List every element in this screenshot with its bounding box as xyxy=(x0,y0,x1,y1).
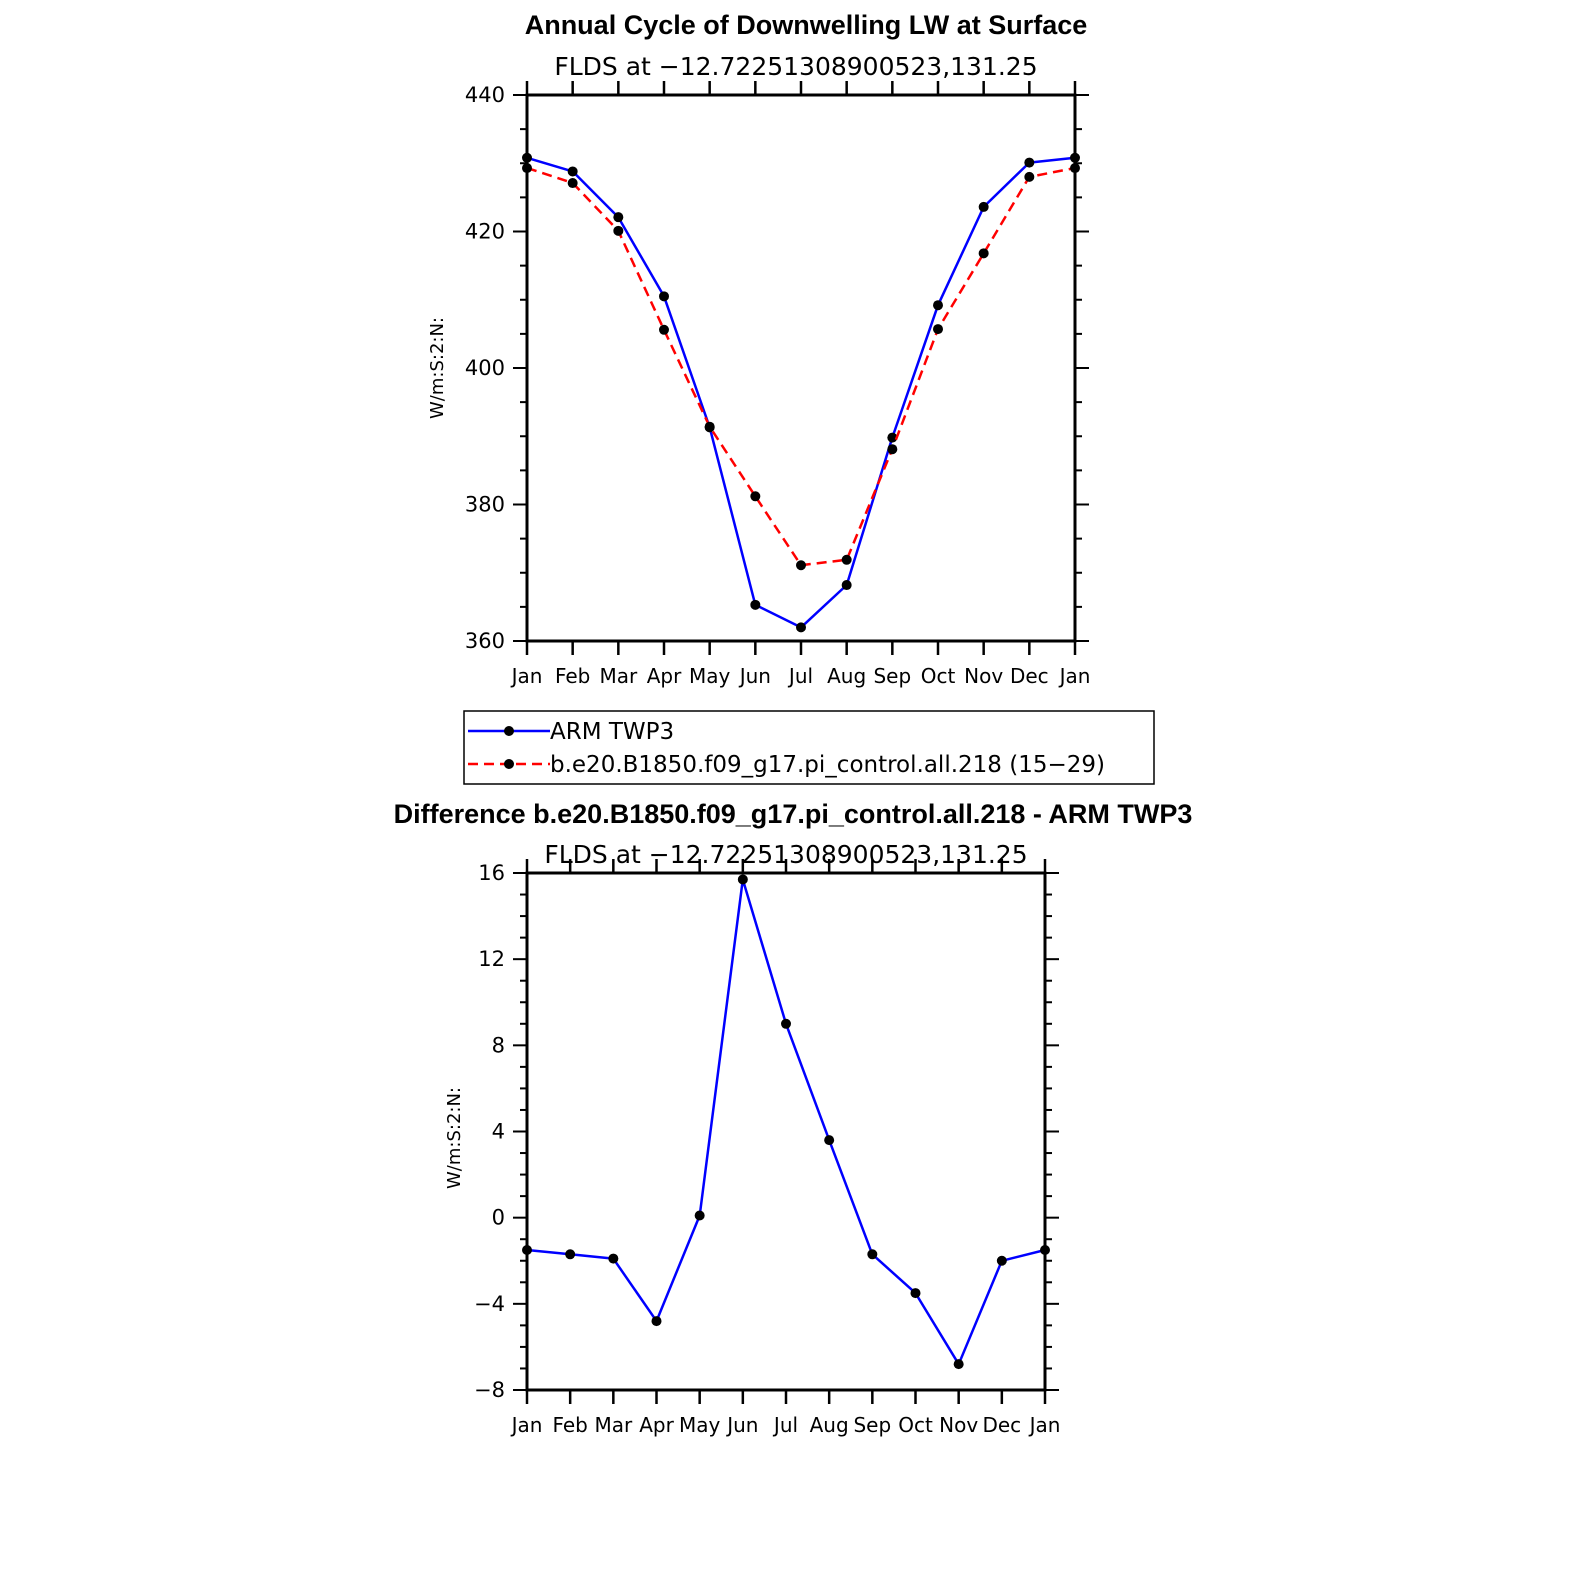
panel2-series-0-point xyxy=(565,1249,575,1259)
panel2-y-tick-label: 4 xyxy=(491,1119,505,1144)
panel2-x-tick-label: Aug xyxy=(809,1413,849,1437)
panel2-x-tick-label: Oct xyxy=(898,1413,933,1437)
panel2-y-tick-label: −8 xyxy=(474,1378,505,1402)
panel1-x-tick-label: Mar xyxy=(599,664,638,688)
panel1-series-0-point xyxy=(659,291,669,301)
panel1-series-1-point xyxy=(613,226,623,236)
panel1-series-0-point xyxy=(796,622,806,632)
panel1-x-tick-label: Aug xyxy=(827,664,867,688)
panel2-plot-area xyxy=(474,859,1060,1437)
legend-model-label: b.e20.B1850.f09_g17.pi_control.all.218 (15−29) xyxy=(550,752,1105,778)
panel1-series-1-point xyxy=(933,324,943,334)
panel1-x-tick-label: Jun xyxy=(739,664,771,688)
panel1-series-1-point xyxy=(1070,163,1080,173)
panel2-x-tick-label: Mar xyxy=(594,1413,633,1437)
panel1-series-0-point xyxy=(979,202,989,212)
panel2-series-0-line xyxy=(527,880,1045,1365)
panel2-x-tick-label: Apr xyxy=(639,1413,674,1437)
panel1-subtitle: FLDS at −12.72251308900523,131.25 xyxy=(554,52,1038,81)
panel2-series-0-point xyxy=(867,1249,877,1259)
panel1-series-1-point xyxy=(705,422,715,432)
panel1-series-0-point xyxy=(522,153,532,163)
panel2-y-tick-label: 12 xyxy=(478,947,505,972)
legend-arm-twp3-label: ARM TWP3 xyxy=(550,719,675,745)
panel1-x-tick-label: May xyxy=(688,664,731,688)
panel2-series-0-point xyxy=(781,1019,791,1029)
panel2-series-0-point xyxy=(954,1359,964,1369)
panel2-x-tick-label: Dec xyxy=(982,1413,1022,1437)
panel1-series-1-point xyxy=(659,325,669,335)
panel1-x-tick-label: Dec xyxy=(1009,664,1049,688)
panel1-series-0-point xyxy=(750,600,760,610)
panel2-x-tick-label: Jul xyxy=(773,1413,799,1437)
panel2-x-tick-label: Nov xyxy=(939,1413,979,1437)
panel1-series-0-point xyxy=(1070,153,1080,163)
panel2-y-tick-label: 0 xyxy=(491,1205,505,1230)
panel1-y-tick-label: 380 xyxy=(464,492,505,517)
panel2-frame xyxy=(527,873,1045,1390)
panel1-series-1-point xyxy=(887,444,897,454)
difference-panel xyxy=(394,799,1193,1437)
panel1-series-1-line xyxy=(527,168,1075,565)
panel2-series-0-point xyxy=(824,1135,834,1145)
panel1-series-1-point xyxy=(522,163,532,173)
panel1-series-0-point xyxy=(613,212,623,222)
panel1-series-1-point xyxy=(979,248,989,258)
panel1-x-tick-label: Nov xyxy=(964,664,1004,688)
panel1-x-tick-label: Oct xyxy=(920,664,956,688)
panel2-series-0-point xyxy=(911,1288,921,1298)
panel2-y-tick-label: 8 xyxy=(491,1033,505,1058)
annual-cycle-panel xyxy=(427,10,1090,688)
panel1-y-axis-label: W/m:S:2:N: xyxy=(427,317,448,419)
panel2-series-0-point xyxy=(608,1254,618,1264)
panel1-title: Annual Cycle of Downwelling LW at Surface xyxy=(524,10,1088,40)
panel2-series-0-point xyxy=(738,874,748,884)
panel2-x-tick-label: Jun xyxy=(727,1413,759,1437)
panel2-series-0-point xyxy=(522,1245,532,1255)
panel1-series-1-point xyxy=(796,560,806,570)
panel1-series-1-point xyxy=(568,178,578,188)
panel2-series-0-point xyxy=(695,1211,705,1221)
panel2-x-tick-label: Feb xyxy=(552,1413,588,1437)
panel1-y-tick-label: 440 xyxy=(464,83,505,107)
legend-arm-twp3-marker xyxy=(504,726,514,736)
legend-entry-model xyxy=(468,752,1105,778)
panel2-series-0-point xyxy=(1040,1245,1050,1255)
panel1-series-0-line xyxy=(527,158,1075,628)
panel1-frame xyxy=(527,95,1075,641)
panel1-x-tick-label: Jan xyxy=(1059,664,1091,688)
panel2-x-tick-label: May xyxy=(678,1413,721,1437)
panel1-y-tick-label: 420 xyxy=(464,219,505,244)
panel1-y-tick-label: 400 xyxy=(464,356,505,380)
panel2-title: Difference b.e20.B1850.f09_g17.pi_control.all.218 - ARM TWP3 xyxy=(393,799,1193,829)
panel2-y-axis-label: W/m:S:2:N: xyxy=(444,1087,465,1189)
panel1-y-tick-label: 360 xyxy=(464,629,505,653)
panel1-series-0-point xyxy=(1024,158,1034,168)
panel1-series-1-point xyxy=(750,491,760,501)
panel2-x-tick-label: Sep xyxy=(853,1413,892,1437)
panel1-x-tick-label: Jan xyxy=(511,664,543,688)
panel1-series-0-point xyxy=(568,166,578,176)
panel1-series-1-point xyxy=(842,555,852,565)
panel2-series-0-point xyxy=(997,1256,1007,1266)
panel2-subtitle: FLDS at −12.72251308900523,131.25 xyxy=(544,840,1028,869)
panel1-x-tick-label: Feb xyxy=(554,664,591,688)
panel1-x-tick-label: Apr xyxy=(646,664,682,688)
panel2-y-tick-label: 16 xyxy=(478,861,505,885)
legend xyxy=(464,711,1154,784)
panel1-series-0-point xyxy=(933,300,943,310)
panel1-x-tick-label: Sep xyxy=(873,664,912,688)
panel1-series-1-point xyxy=(1024,172,1034,182)
panel2-x-tick-label: Jan xyxy=(511,1413,543,1437)
panel1-series-0-point xyxy=(842,580,852,590)
panel2-y-tick-label: −4 xyxy=(474,1291,505,1316)
panel1-plot-area xyxy=(465,81,1091,688)
panel2-series-0-point xyxy=(652,1316,662,1326)
legend-model-marker xyxy=(504,759,514,769)
panel1-x-tick-label: Jul xyxy=(788,664,814,688)
panel2-x-tick-label: Jan xyxy=(1029,1413,1061,1437)
